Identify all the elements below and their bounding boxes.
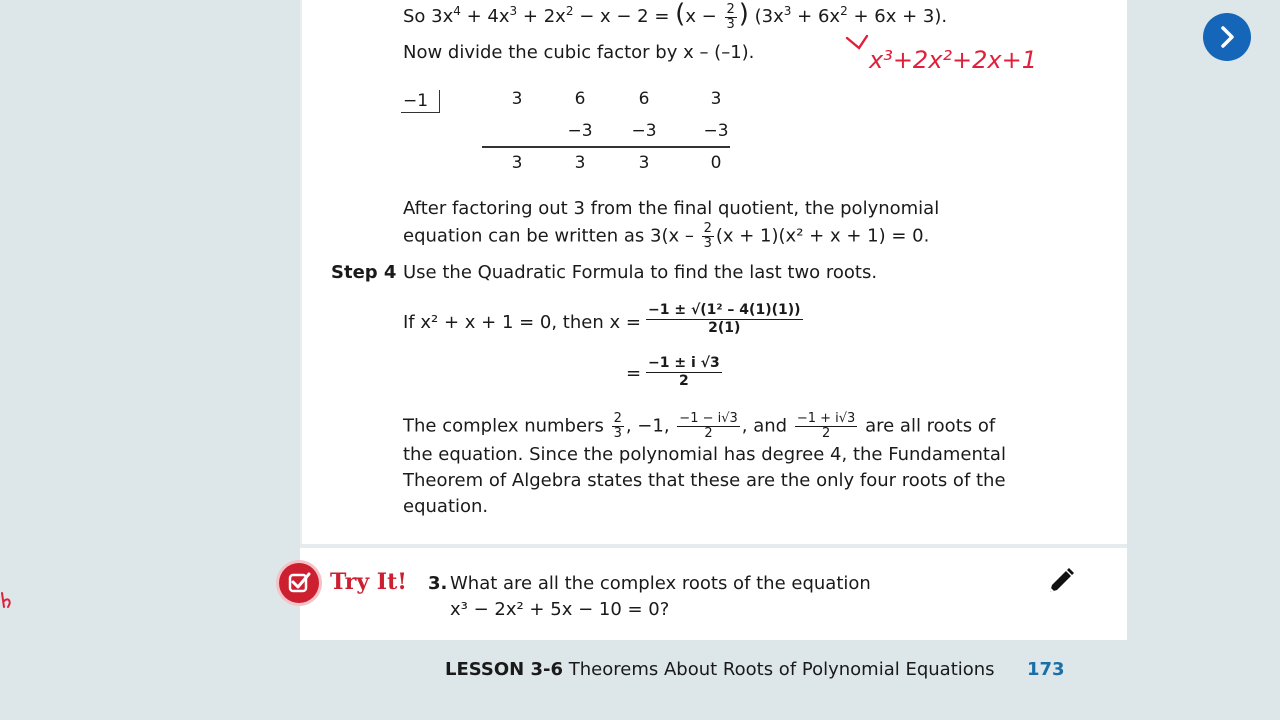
complex-and: , and: [741, 415, 788, 437]
question-line1: What are all the complex roots of the equation: [450, 573, 871, 594]
try-it-badge: [279, 563, 319, 603]
lesson-footer: [445, 659, 995, 680]
syn-r2-c4: −3: [703, 121, 729, 141]
try-it-title: Try It!: [330, 569, 407, 595]
page-number: 173: [1027, 659, 1065, 680]
factored-equation-line: So $3x^4 + 4x^3 + 2x^2 - x - 2 = (x$ − $\frac{2}{3}$ ) $(3x^3 + 6x^2 + 6x + 3)$.: [403, 0, 948, 32]
syn-r3-c1: 3: [511, 153, 523, 173]
syn-r3-c2: 3: [574, 153, 586, 173]
question-number: 3.: [428, 573, 448, 594]
syn-r1-c3: 6: [638, 89, 650, 109]
lesson-label: LESSON 3-6: [445, 659, 564, 680]
quadratic-fraction-1: $\frac{\text{−1 ± √(1² – 4(1)(1))}}{2(1)}$: [648, 302, 801, 336]
syn-r2-c3: −3: [631, 121, 657, 141]
quadratic-if: If x² + x + 1 = 0, then x =: [403, 312, 641, 333]
complex-mid: , −1,: [625, 415, 670, 437]
so-prefix: So 3x: [403, 6, 454, 27]
quadratic-equals: =: [626, 363, 642, 384]
next-page-button[interactable]: [1203, 13, 1251, 61]
complex-suffix: are all roots of: [865, 415, 996, 437]
synthetic-division-line: [482, 146, 730, 148]
footer-background: [300, 640, 1127, 720]
after-line2-prefix: equation can be written as 3(x –: [403, 225, 694, 247]
after-factoring-line1: After factoring out 3 from the final quotient, the polynomial: [403, 198, 940, 219]
right-margin-background: [1127, 0, 1280, 720]
syn-r3-c3: 3: [638, 153, 650, 173]
complex-root-fraction-1: $\frac{-1 - i√3}{2}$: [679, 411, 738, 441]
complex-numbers-line1: [403, 412, 995, 441]
divide-instruction: Now divide the cubic factor by x – (–1).: [403, 42, 755, 63]
complex-numbers-line3: Theorem of Algebra states that these are the only four roots of the: [403, 470, 1006, 491]
syn-r3-c4: 0: [710, 153, 722, 173]
chevron-right-icon: [1215, 25, 1239, 49]
fraction-two-thirds-root: $\frac{2}{3}$: [613, 411, 622, 441]
handwriting-text: x³+2x²+2x+1: [869, 46, 1037, 74]
complex-numbers-line2: the equation. Since the polynomial has degree 4, the Fundamental: [403, 444, 1006, 465]
syn-r1-c2: 6: [574, 89, 586, 109]
synthetic-divisor: −1: [403, 91, 429, 111]
step-label: Step 4: [331, 262, 397, 283]
after-line2-suffix: (x + 1)(x² + x + 1) = 0.: [715, 225, 930, 247]
complex-prefix: The complex numbers: [403, 415, 604, 437]
checkmark-icon: [279, 563, 319, 603]
syn-r1-c1: 3: [511, 89, 523, 109]
complex-numbers-line4: equation.: [403, 496, 489, 517]
page-edge: [300, 0, 302, 545]
question-line2: x³ − 2x² + 5x − 10 = 0?: [450, 599, 670, 620]
fraction-two-thirds-mid: $\frac{2}{3}$: [703, 221, 712, 251]
lesson-title: Theorems About Roots of Polynomial Equations: [568, 659, 995, 680]
handwritten-annotation: [845, 30, 1080, 80]
after-factoring-line2: [403, 222, 929, 251]
syn-r1-c4: 3: [710, 89, 722, 109]
quadratic-fraction-2: $\frac{-1 \pm i √3}{2}$: [648, 355, 720, 389]
step-text: Use the Quadratic Formula to find the last two roots.: [403, 262, 878, 283]
complex-root-fraction-2: $\frac{-1 + i√3}{2}$: [796, 411, 856, 441]
margin-ink-mark: [0, 589, 14, 613]
fraction-two-thirds-top: $\frac{2}{3}$: [726, 1, 735, 32]
syn-r2-c2: −3: [567, 121, 593, 141]
pencil-icon[interactable]: [1046, 566, 1076, 596]
left-margin-background: [0, 0, 300, 720]
